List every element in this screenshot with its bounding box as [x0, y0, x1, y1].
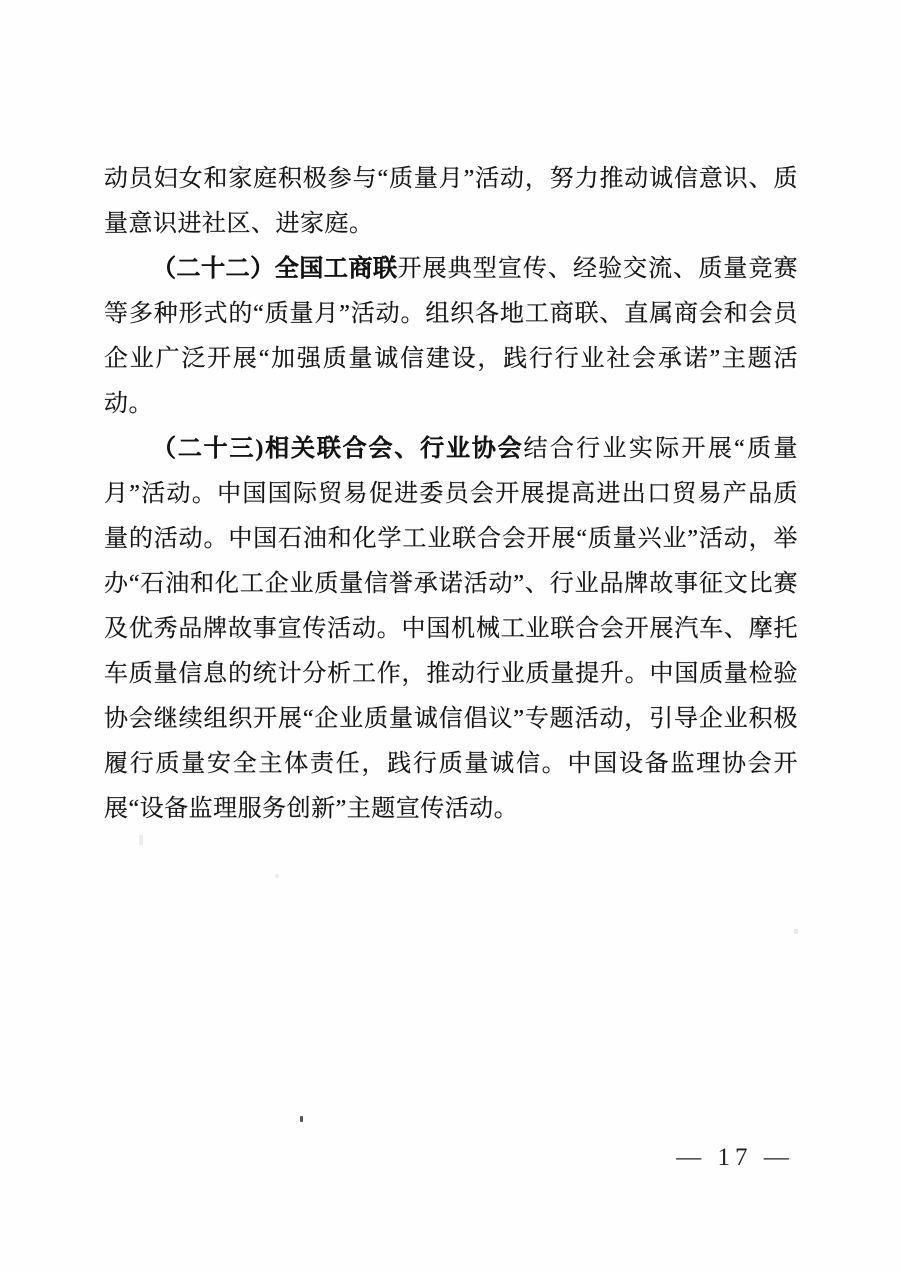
paragraph-continuation-text: 动员妇女和家庭积极参与“质量月”活动，努力推动诚信意识、质量意识进社区、进家庭。: [104, 166, 798, 237]
paragraph-section-22: [104, 247, 798, 427]
scan-speck: [139, 835, 143, 845]
document-body: [104, 157, 798, 832]
section-23-heading: （二十三)相关联合会、行业协会: [152, 436, 524, 462]
paragraph-section-23: [104, 427, 798, 832]
section-22-text: 开展典型宣传、经验交流、质量竞赛等多种形式的“质量月”活动。组织各地工商联、直属商会和会员企业广泛开展“加强质量诚信建设，践行行业社会承诺”主题活动。: [104, 256, 799, 417]
page-number: — 17 —: [676, 1144, 794, 1171]
section-22-heading: （二十二）全国工商联: [152, 256, 398, 282]
scan-speck: [275, 874, 279, 878]
scan-speck: [794, 929, 798, 934]
paragraph-continuation: [104, 157, 798, 247]
scan-speck: [300, 1116, 303, 1122]
section-23-text: 结合行业实际开展“质量月”活动。中国国际贸易促进委员会开展提高进出口贸易产品质量的活动。中国石油和化学工业联合会开展“质量兴业”活动，举办“石油和化工企业质量信誉承诺活动”、行业品牌故事征文比赛及优秀品牌故事宣传活动。中国机械工业联合会开展汽车、摩托车质量信息的统计分析工作，推动行业质量提升。中国质量检验协会继续组织开展“企业质量诚信倡议”专题活动，引导企业积极履行质量安全主体责任，践行质量诚信。中国设备监理协会开展“设备监理服务创新”主题宣传活动。: [104, 436, 798, 822]
